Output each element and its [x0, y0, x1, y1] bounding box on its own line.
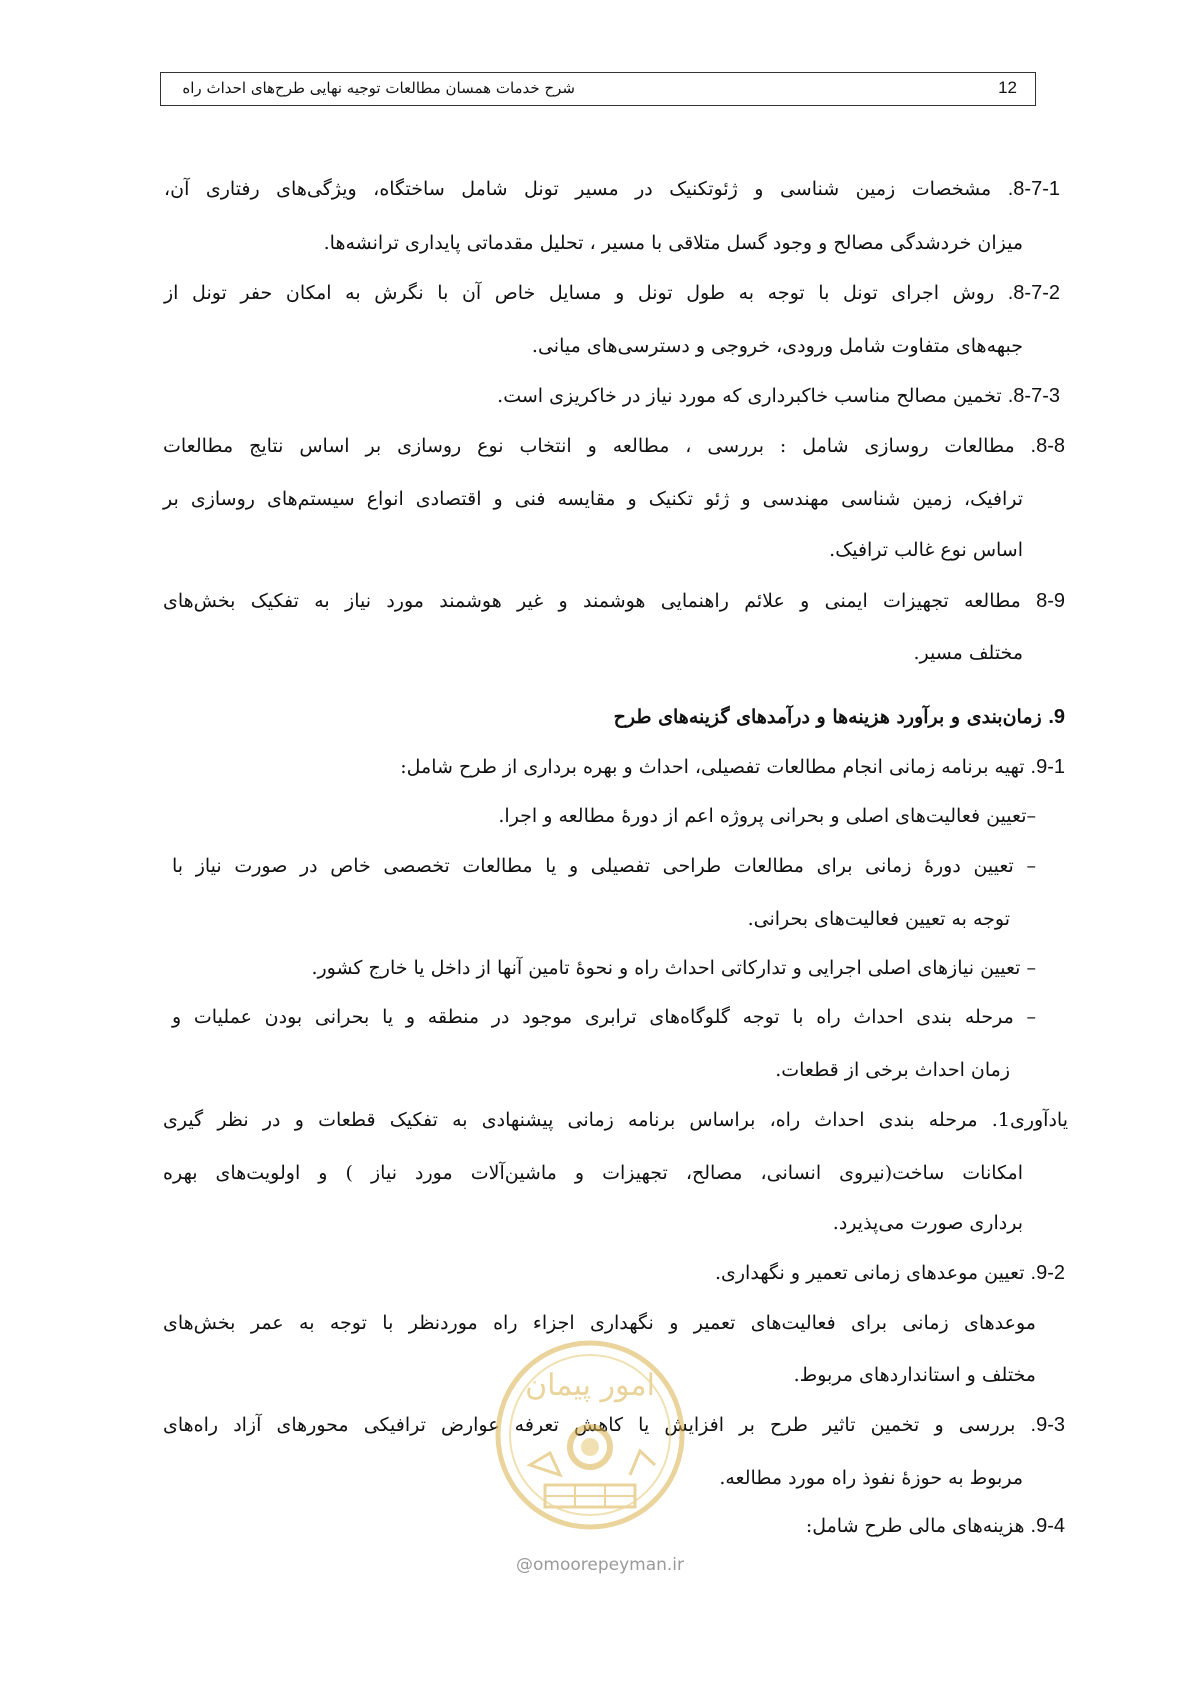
- line-text: – تعیین نیازهای اصلی اجرایی و تدارکاتی احداث راه و نحوهٔ تامین آنها از داخل یا خارج کشور.: [311, 957, 1036, 979]
- line-text: توجه به تعیین فعالیت‌های بحرانی.: [747, 908, 1010, 930]
- line-text: مربوط به حوزهٔ نفوذ راه مورد مطالعه.: [719, 1467, 1023, 1489]
- line-text: بررسی و تخمین تاثیر طرح بر افزایش یا کاهش تعرفه عوارض ترافیکی محورهای آزاد راه‌های: [163, 1414, 1031, 1436]
- text-line: [172, 1004, 1036, 1032]
- header-title: شرح خدمات همسان مطالعات توجیه نهایی طرح‌های احداث راه: [182, 79, 575, 97]
- line-text: زمان احداث برخی از قطعات.: [775, 1059, 1010, 1081]
- text-line: [723, 1210, 1023, 1238]
- section-number: 9-1.: [1030, 756, 1065, 778]
- page-number: 12: [998, 78, 1017, 97]
- text-line: [723, 537, 1023, 565]
- line-text: اساس نوع غالب ترافیک.: [829, 539, 1023, 561]
- line-text: یادآوری1. مرحله بندی احداث راه، براساس برنامه زمانی پیشنهادی به تفکیک قطعات و در نظر گیری: [163, 1109, 1068, 1131]
- text-line: [423, 333, 1023, 361]
- section-number: 9.: [1048, 706, 1065, 728]
- text-line: [164, 176, 1060, 204]
- section-number: 8-7-3.: [1007, 385, 1060, 407]
- text-line: [636, 1362, 1036, 1390]
- text-line: [365, 704, 1065, 732]
- line-text: زمان‌بندی و برآورد هزینه‌ها و درآمدهای گزینه‌های طرح: [613, 706, 1049, 728]
- text-line: [164, 280, 1060, 308]
- section-number: 8-7-2.: [1007, 282, 1060, 304]
- line-text: روش اجرای تونل با توجه به طول تونل و مسایل خاص آن با نگرش به امکان حفر تونل از: [164, 282, 1008, 304]
- line-text: تهیه برنامه زمانی انجام مطالعات تفصیلی، احداث و بهره برداری از طرح شامل:: [400, 756, 1031, 778]
- line-text: –تعیین فعالیت‌های اصلی و بحرانی پروژه اعم از دورهٔ مطالعه و اجرا.: [498, 805, 1036, 827]
- text-line: [610, 906, 1010, 934]
- watermark-site: @omoorepeyman.ir: [515, 1555, 685, 1575]
- text-line: [163, 588, 1065, 616]
- line-text: مختلف مسیر.: [913, 642, 1023, 664]
- section-number: 9-3.: [1030, 1414, 1065, 1436]
- line-text: هزینه‌های مالی طرح شامل:: [805, 1515, 1031, 1537]
- watermark-logo-text: امور پیمان: [525, 1368, 655, 1403]
- text-line: [163, 433, 1065, 461]
- section-number: 8-9: [1036, 590, 1065, 612]
- text-line: [163, 486, 1023, 514]
- section-number: 8-8.: [1030, 435, 1065, 457]
- line-text: ترافیک، زمین شناسی مهندسی و ژئو تکنیک و مقایسه فنی و اقتصادی انواع سیستم‌های روسازی بر: [163, 488, 1023, 510]
- text-line: [365, 754, 1065, 782]
- line-text: مطالعه تجهیزات ایمنی و علائم راهنمایی هوشمند و غیر هوشمند مورد نیاز به تفکیک بخش‌های: [163, 590, 1037, 612]
- line-text: موعدهای زمانی برای فعالیت‌های تعمیر و نگهداری اجزاء راه موردنظر با توجه به عمر بخش‌های: [163, 1312, 1036, 1334]
- text-line: [723, 640, 1023, 668]
- text-line: [565, 1260, 1065, 1288]
- text-line: [172, 853, 1036, 881]
- line-text: مطالعات روسازی شامل : بررسی ، مطالعه و انتخاب نوع روسازی بر اساس نتایج مطالعات: [163, 435, 1031, 457]
- line-text: تخمین مصالح مناسب خاکبرداری که مورد نیاز در خاکریزی است.: [497, 385, 1008, 407]
- line-text: امکانات ساخت(نیروی انسانی، مصالح، تجهیزات و ماشین‌آلات مورد نیاز ) و اولویت‌های بهره: [163, 1162, 1023, 1184]
- section-number: 9-2.: [1030, 1262, 1065, 1284]
- text-line: [323, 230, 1023, 258]
- line-text: مختلف و استانداردهای مربوط.: [793, 1364, 1036, 1386]
- text-line: [206, 955, 1036, 983]
- watermark-logo: [490, 1335, 690, 1535]
- text-line: [163, 1160, 1023, 1188]
- line-text: مشخصات زمین شناسی و ژئوتکنیک در مسیر تونل شامل ساختگاه، ویژگی‌های رفتاری آن،: [164, 178, 1008, 200]
- text-line: [163, 1310, 1036, 1338]
- line-text: – تعیین دورهٔ زمانی برای مطالعات طراحی تفصیلی و یا مطالعات تخصصی خاص در صورت نیاز با: [172, 855, 1036, 877]
- line-text: میزان خردشدگی مصالح و وجود گسل متلاقی با مسیر ، تحلیل مقدماتی پایداری ترانشه‌ها.: [323, 232, 1023, 254]
- text-line: [665, 1513, 1065, 1541]
- line-text: برداری صورت می‌پذیرد.: [832, 1212, 1023, 1234]
- text-line: [360, 383, 1060, 411]
- section-number: 8-7-1.: [1007, 178, 1060, 200]
- section-number: 9-4.: [1030, 1515, 1065, 1537]
- text-line: [710, 1057, 1010, 1085]
- line-text: تعیین موعدهای زمانی تعمیر و نگهداری.: [714, 1262, 1031, 1284]
- text-line: [336, 803, 1036, 831]
- line-text: جبهه‌های متفاوت شامل ورودی، خروجی و دسترسی‌های میانی.: [531, 335, 1023, 357]
- line-text: – مرحله بندی احداث راه با توجه گلوگاه‌های ترابری موجود در منطقه و یا بحرانی بودن عملیات و: [172, 1006, 1036, 1028]
- at-icon: @: [515, 1555, 533, 1575]
- text-line: [163, 1107, 1068, 1135]
